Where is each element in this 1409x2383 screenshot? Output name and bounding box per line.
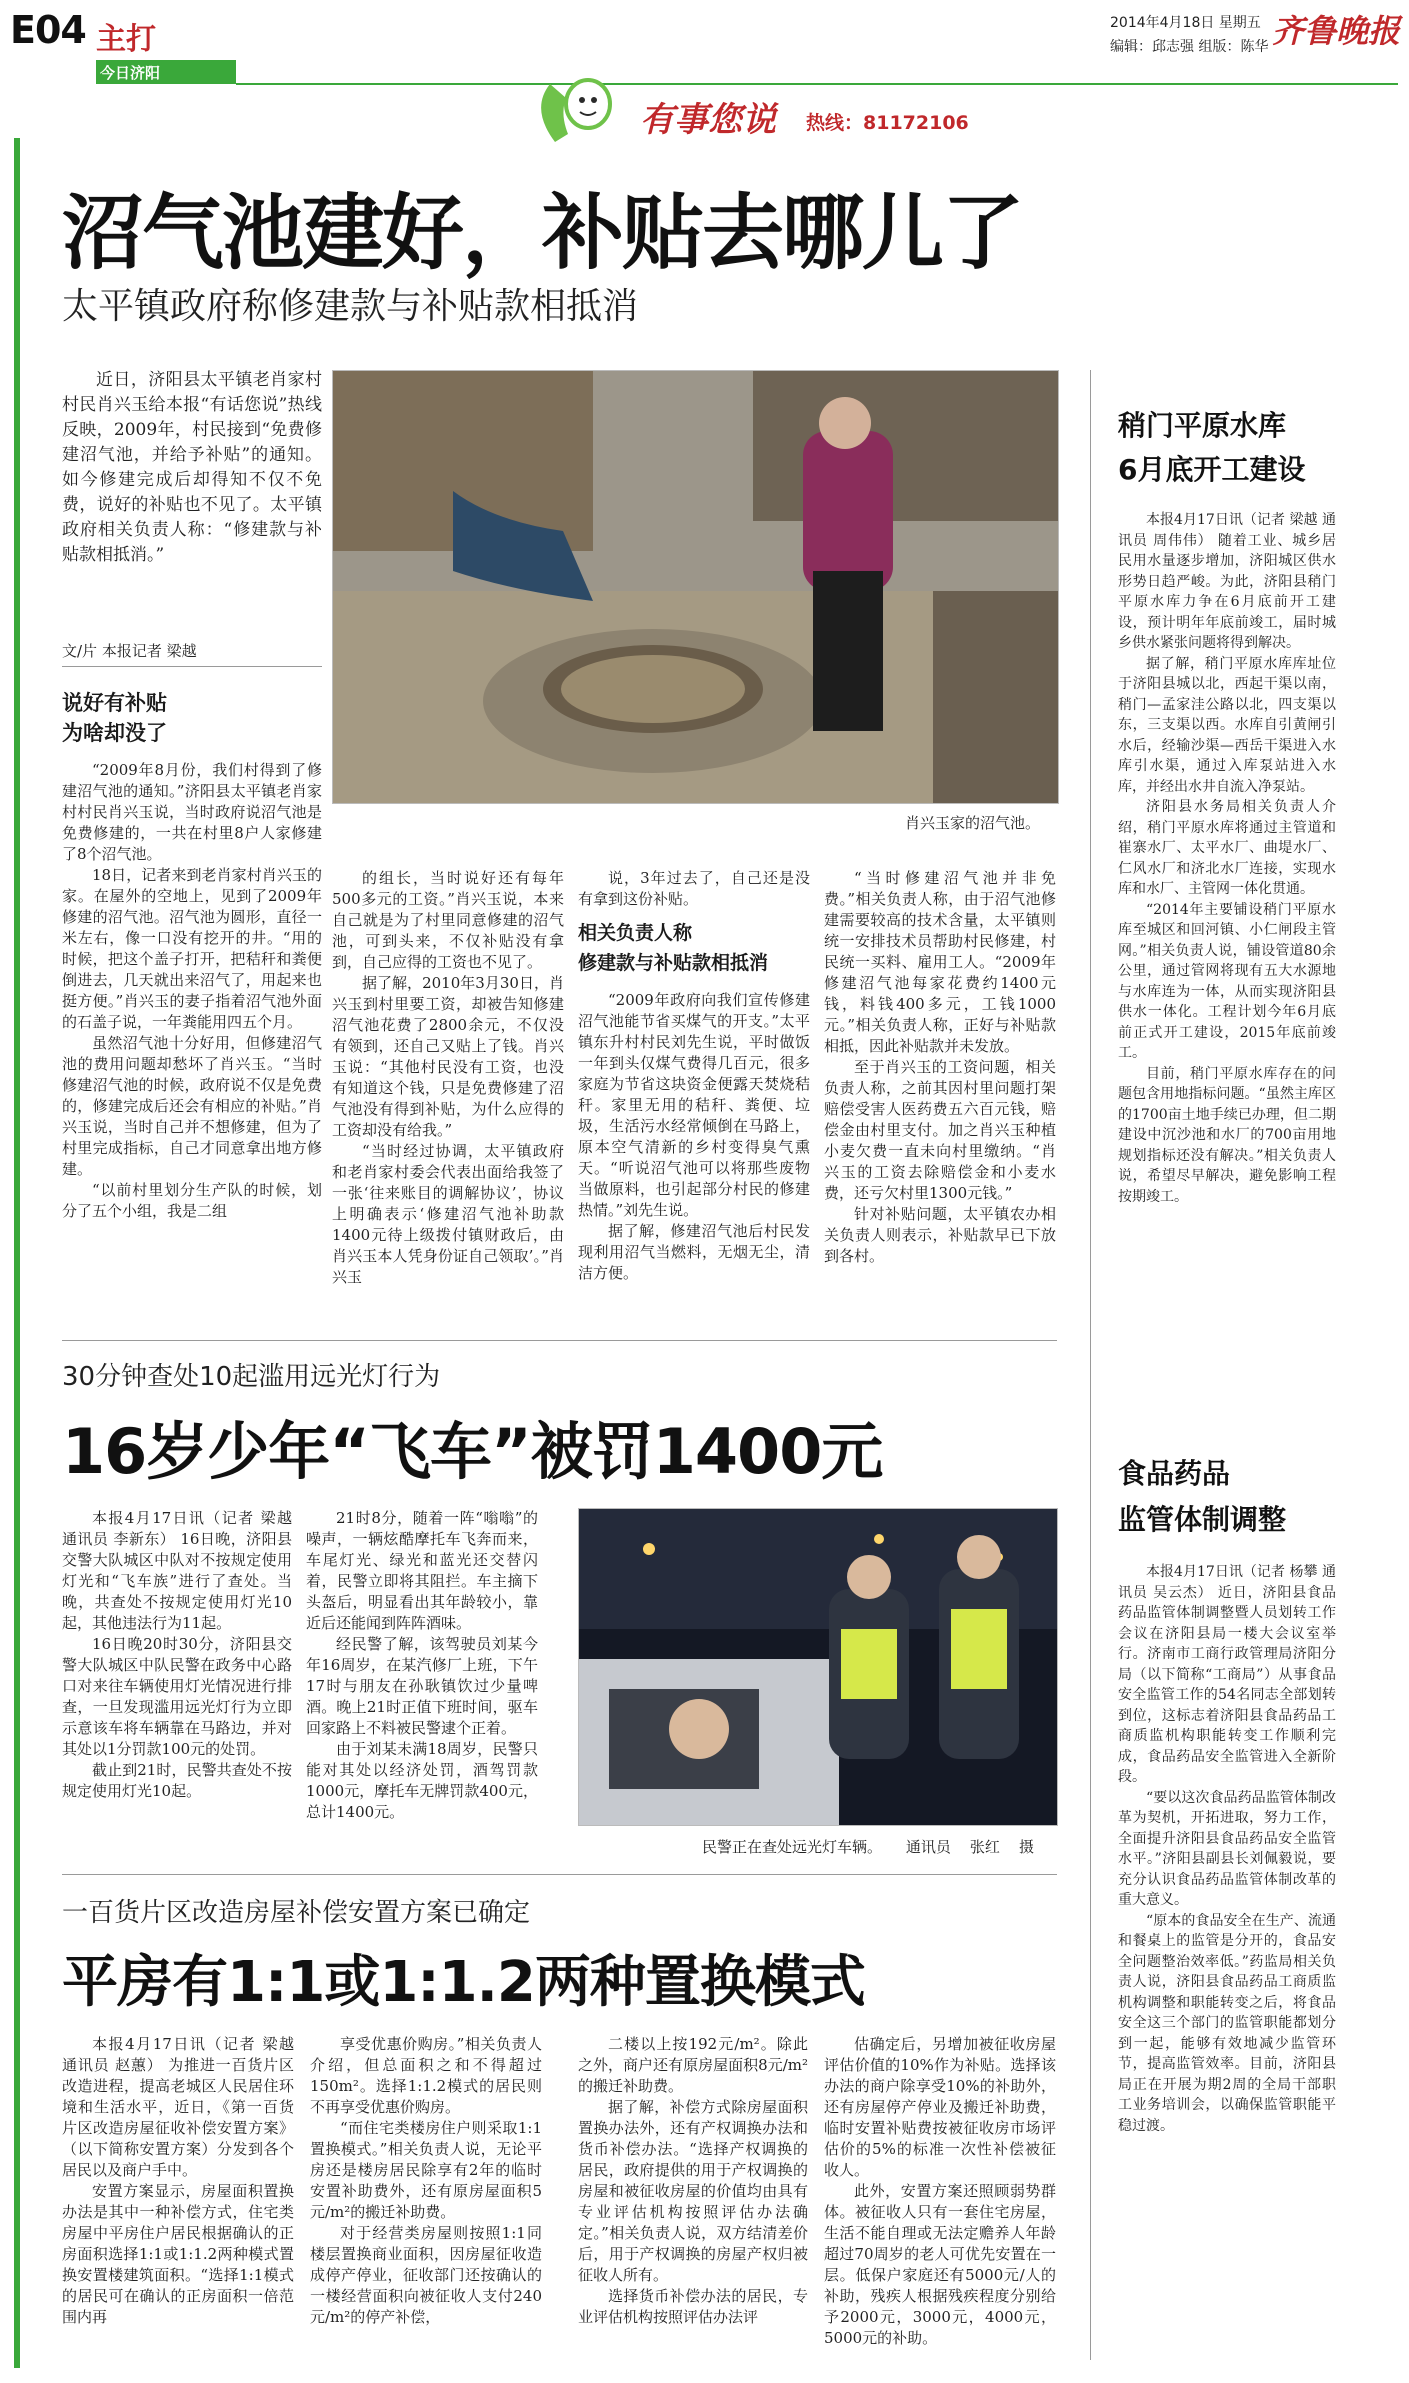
story3-col4 [824,2034,1056,2349]
story1-col1-p1: “2009年8月份，我们村得到了修建沼气池的通知。”济阳县太平镇老肖家村村民肖兴玉说，当时政府说沼气池是免费修建的，一共在村里8户人家修建了8个沼气池。 [62,761,322,863]
story2-col2-p1: 21时8分，随着一阵“嗡嗡”的噪声，一辆炫酷摩托车飞奔而来，车尾灯光、绿光和蓝光还交替闪着，民警立即将其阻拦。车主摘下头盔后，明显看出其年龄较小，靠近后还能闻到阵阵酒味。 [306,1509,538,1632]
biogas-pit-illustration [333,371,1058,803]
story3-col4-p2: 此外，安置方案还照顾弱势群体。被征收人只有一套住宅房屋，生活不能自理或无法定赡养人年龄超过70周岁的老人可优先安置在一层。低保户家庭还有5000元/人的补助，残疾人根据残疾程度分别给予2000元，3000元，4000元，5000元的补助。 [824,2182,1056,2347]
sidebar1-p1: 本报4月17日讯（记者 梁越 通讯员 周伟伟） 随着工业、城乡居民用水量逐步增加，济阳城区供水形势日趋严峻。为此，济阳县稍门平原水库力争在6月底前开工建设，预计明年年底前竣工，届时城乡供水紧张问题将得到解决。 [1118,512,1336,651]
sidebar1-p3: 济阳县水务局相关负责人介绍，稍门平原水库将通过主管道和崔寨水厂、太平水厂、曲堤水厂、仁风水厂和济北水厂连接，实现水库和水厂、主管网一体化贯通。 [1118,799,1336,897]
story1-col4-p3: 针对补贴问题，太平镇农办相关负责人则表示，补贴款早已下放到各村。 [824,1205,1056,1265]
story2-col1-p3: 截止到21时，民警共查处不按规定使用灯光10起。 [62,1761,292,1800]
sidebar1-title-line2: 6月底开工建设 [1118,453,1306,486]
divider-story1-story2 [62,1340,1057,1341]
section-title: 主打 [96,22,156,57]
story1-subhead2-line1: 相关负责人称 [578,922,693,944]
story1-photo [332,370,1059,804]
sidebar1-title-line1: 稍门平原水库 [1118,409,1287,442]
story2-photo-caption: 民警正在查处远光灯车辆。 通讯员 张红 摄 [702,1838,1034,1856]
sidebar2-title-line2: 监管体制调整 [1118,1503,1287,1536]
paper-name-logo: 齐鲁晚报 [1272,12,1401,50]
story1-title: 沼气池建好，补贴去哪儿了 [62,186,1023,281]
story1-col3 [578,868,810,910]
story1-col1 [62,760,322,1222]
story1-col3b [578,990,810,1284]
phone-icon [520,64,640,154]
header-rule [236,83,1398,85]
story1-byline: 文/片 本报记者 梁越 [62,642,197,660]
story1-col3b-p2: 据了解，修建沼气池后村民发现利用沼气当燃料，无烟无尘，清洁方便。 [578,1222,810,1282]
story2-title: 16岁少年“飞车”被罚1400元 [62,1415,883,1488]
story3-col2-p2: “而住宅类楼房住户则采取1:1置换模式。”相关负责人说，无论平房还是楼房居民除享有2年的临时安置补助费外，还有原房屋面积5元/m²的搬迁补助费。 [310,2119,542,2221]
story3-col1-p1: 本报4月17日讯（记者 梁越 通讯员 赵蕙） 为推进一百货片区改造进程，提高老城区人民居住环境和生活水平，近日，《第一百货片区改造房屋征收补偿安置方案》（以下简称安置方案）分发到各个居民以及商户手中。 [62,2035,294,2179]
story3-col3-p1: 二楼以上按192元/m²。除此之外，商户还有原房屋面积8元/m²的搬迁补助费。 [578,2035,808,2095]
story1-col4 [824,868,1056,1267]
story3-col2-p3: 对于经营类房屋则按照1:1同楼层置换商业面积，因房屋征收造成停产停业，征收部门还按确认的一楼经营面积向被征收人支付240元/m²的停产补偿， [310,2224,542,2326]
story2-col1-p1: 本报4月17日讯（记者 梁越 通讯员 李新东） 16日晚，济阳县交警大队城区中队对不按规定使用灯光和“飞车族”进行了查处。当晚，共查处不按规定使用灯光10起，其他违法行为11起。 [62,1509,292,1632]
story1-col1-p2: 18日，记者来到老肖家村肖兴玉的家。在屋外的空地上，见到了2009年修建的沼气池。沼气池为圆形，直径一米左右，像一口没有挖开的井。“用的时候，把这个盖子打开，把秸秆和粪便倒进去，几天就出来沼气了，用起来也挺方便。”肖兴玉的妻子指着沼气池外面的石盖子说，一年粪能用四五个月。 [62,866,322,1031]
story2-kicker: 30分钟查处10起滥用远光灯行为 [62,1362,441,1392]
sidebar2-p2: “要以这次食品药品监管体制改革为契机，开拓进取，努力工作，全面提升济阳县食品药品安全监管水平。”济阳县副县长刘佩毅说，要充分认识食品药品监管体制改革的重大意义。 [1118,1789,1336,1908]
byline-rule [62,666,322,667]
date-line: 2014年4月18日 星期五 [1110,15,1261,31]
column-banner-title: 有事您说 [640,100,776,140]
story2-col2-p2: 经民警了解，该驾驶员刘某今年16周岁，在某汽修厂上班，下午17时与朋友在孙耿镇饮过少量啤酒。晚上21时正值下班时间，驱车回家路上不料被民警逮个正着。 [306,1635,538,1737]
subsection-label: 今日济阳 [100,64,161,82]
story1-subtitle: 太平镇政府称修建款与补贴款相抵消 [62,286,639,327]
sidebar-divider [1090,370,1091,2360]
story3-col1-p2: 安置方案显示，房屋面积置换办法是其中一种补偿方式，住宅类房屋中平房住户居民根据确认的正房面积选择1:1或1:1.2两种模式置换安置楼建筑面积。“选择1:1模式的居民可在确认的正房面积一倍范围内再 [62,2182,294,2326]
story1-photo-caption: 肖兴玉家的沼气池。 [905,814,1041,832]
sidebar1-body [1118,510,1336,1207]
story1-lead [62,368,322,568]
story3-col2-p1: 享受优惠价购房。”相关负责人介绍，但总面积之和不得超过150m²。选择1:1.2模式的居民则不再享受优惠价购房。 [310,2035,542,2116]
story1-col4-p1: “当时修建沼气池并非免费。”相关负责人称，由于沼气池修建需要较高的技术含量，太平镇则统一安排技术员帮助村民修建，村民统一买料、雇用工人。“2009年修建沼气池每家花费约1400元钱，料钱400多元，工钱1000元。”相关负责人称，正好与补贴款相抵，因此补贴款并未发放。 [824,869,1056,1055]
night-traffic-check-illustration [579,1509,1057,1825]
sidebar2-title-line1: 食品药品 [1118,1457,1231,1490]
story1-col4-p2: 至于肖兴玉的工资问题，相关负责人称，之前其因村里问题打架赔偿受害人医药费五六百元钱，赔偿金由村里支付。加之肖兴玉种植小麦欠费一直未向村里缴纳。“肖兴玉的工资去除赔偿金和小麦水费，还亏欠村里1300元钱。” [824,1058,1056,1202]
hotline: 热线：81172106 [806,112,969,134]
story2-photo [578,1508,1058,1826]
story1-lead-text: 近日，济阳县太平镇老肖家村村民肖兴玉给本报“有话您说”热线反映，2009年，村民接到“免费修建沼气池，并给予补贴”的通知。如今修建完成后却得知不仅不免费，说好的补贴也不见了。太平镇政府相关负责人称：“修建款与补贴款相抵消。” [62,370,322,565]
story3-col2 [310,2034,542,2328]
story3-col3 [578,2034,808,2328]
story1-col3-p1: 说，3年过去了，自己还是没有拿到这份补贴。 [578,869,810,908]
story3-col4-p1: 估确定后，另增加被征收房屋评估价值的10%作为补贴。选择该办法的商户除享受10%的补助外，还有房屋停产停业及搬迁补助费，临时安置补贴费按被征收房市场评估价的5%的标准一次性补偿被征收人。 [824,2035,1056,2179]
page-number: E04 [10,8,86,52]
story3-col1 [62,2034,294,2328]
sidebar1-p2: 据了解，稍门平原水库库址位于济阳县城以北，西起干渠以南，稍门—孟家洼公路以北，四支渠以东，三支渠以西。水库自引黄闸引水后，经输沙渠—西岳干渠进入水库引水渠，通过入库泵站进入水库，并经出水井自流入净泵站。 [1118,655,1336,795]
story1-col2-p3: “当时经过协调，太平镇政府和老肖家村委会代表出面给我签了一张‘往来账目的调解协议’，协议上明确表示‘修建沼气池补助款1400元待上级拨付镇财政后，由肖兴玉本人凭身份证自己领取’。”肖兴玉 [332,1142,564,1286]
story1-col2-p2: 据了解，2010年3月30日，肖兴玉到村里要工资，却被告知修建沼气池花费了2800余元，不仅没有领到，还自己又贴上了钱。肖兴玉说：“其他村民没有工资，也没有知道这个钱，只是免费修建了沼气池没有得到补贴，为什么应得的工资却没有给我。” [332,974,564,1139]
story2-col2 [306,1508,538,1823]
story1-subhead1-line2: 为啥却没了 [62,721,167,745]
story3-col3-p2: 据了解，补偿方式除房屋面积置换办法外，还有产权调换办法和货币补偿办法。“选择产权调换的居民，政府提供的用于产权调换的房屋和被征收房屋的价值均由具有专业评估机构按照评估办法确定。”相关负责人说，双方结清差价后，用于产权调换的房屋产权归被征收人所有。 [578,2098,808,2284]
story2-col2-p3: 由于刘某未满18周岁，民警只能对其处以经济处罚，酒驾罚款1000元，摩托车无牌罚款400元，总计1400元。 [306,1740,538,1821]
story1-col2 [332,868,564,1288]
story2-col1 [62,1508,292,1802]
story1-subhead2-line2: 修建款与补贴款相抵消 [578,952,769,974]
editors-line: 编辑：邱志强 组版：陈华 [1110,39,1269,55]
story2-col1-p2: 16日晚20时30分，济阳县交警大队城区中队民警在政务中心路口对来往车辆使用灯光情况进行排查，一旦发现滥用远光灯行为立即示意该车将车辆靠在马路边，并对其处以1分罚款100元的处罚。 [62,1635,292,1758]
divider-story2-story3 [62,1874,1057,1875]
story1-subhead1-line1: 说好有补贴 [62,691,167,715]
story3-col3-p3: 选择货币补偿办法的居民，专业评估机构按照评估办法评 [578,2287,808,2326]
story1-col1-p3: 虽然沼气池十分好用，但修建沼气池的费用问题却愁坏了肖兴玉。“当时修建沼气池的时候，政府说不仅是免费的，修建完成后还会有相应的补贴。”肖兴玉说，当时自己并不想修建，但为了村里完成指标，自己才同意拿出地方修建。 [62,1034,322,1178]
story1-col1-p4: “以前村里划分生产队的时候，划分了五个小组，我是二组 [62,1181,322,1220]
story3-title: 平房有1:1或1:1.2两种置换模式 [62,1950,865,2015]
sidebar2-p3: “原本的食品安全在生产、流通和餐桌上的监管是分开的，食品安全问题整治效率低。”药监局相关负责人说，济阳县食品药品工商质监机构调整和职能转变之后，将食品安全这三个部门的监管职能都划分到一起，能够有效地减少监管环节，提高监管效率。目前，济阳县局正在开展为期2周的全局干部职工业务培训会，以确保监管职能平稳过渡。 [1118,1912,1336,2134]
sidebar2-p1: 本报4月17日讯（记者 杨攀 通讯员 吴云杰） 近日，济阳县食品药品监管体制调整暨人员划转工作会议在济阳县局一楼大会议室举行。济南市工商行政管理局济阳分局（以下简称“工商局”）从事食品安全监管工作的54名同志全部划转到位，这标志着济阳县食品药品工商质监机构职能转变工作顺利完成，食品药品安全监管进入全新阶段。 [1118,1564,1336,1785]
story1-col3b-p1: “2009年政府向我们宣传修建沼气池能节省买煤气的开支。”太平镇东升村村民刘先生说，平时做饭一年到头仅煤气费得几百元，很多家庭为节省这块资金便露天焚烧秸秆。家里无用的秸秆、粪便、垃圾，生活污水经常倾倒在马路上，原本空气清新的乡村变得臭气熏天。“听说沼气池可以将那些废物当做原料，也引起部分村民的修建热情。”刘先生说。 [578,991,810,1219]
left-accent-bar [14,138,20,2368]
story1-col2-p1: 的组长，当时说好还有每年500多元的工资。”肖兴玉说，本来自己就是为了村里同意修建的沼气池，可到头来，不仅补贴没有拿到，自己应得的工资也不见了。 [332,869,564,971]
sidebar1-p5: 目前，稍门平原水库存在的问题包含用地指标问题。“虽然主库区的1700亩土地手续已办理，但二期建设中沉沙池和水厂的700亩用地规划指标还没有解决。”相关负责人说，希望尽早解决，避免影响工程按期竣工。 [1118,1065,1336,1205]
story3-kicker: 一百货片区改造房屋补偿安置方案已确定 [62,1898,531,1928]
sidebar2-body [1118,1562,1336,2136]
sidebar1-p4: “2014年主要铺设稍门平原水库至城区和回河镇、小仁闸段主管网。”相关负责人说，铺设管道80余公里，通过管网将现有五大水源地与水库连为一体，从而实现济阳县供水一体化。工程计划今年6月底前正式开工建设，2015年底前竣工。 [1118,901,1336,1061]
